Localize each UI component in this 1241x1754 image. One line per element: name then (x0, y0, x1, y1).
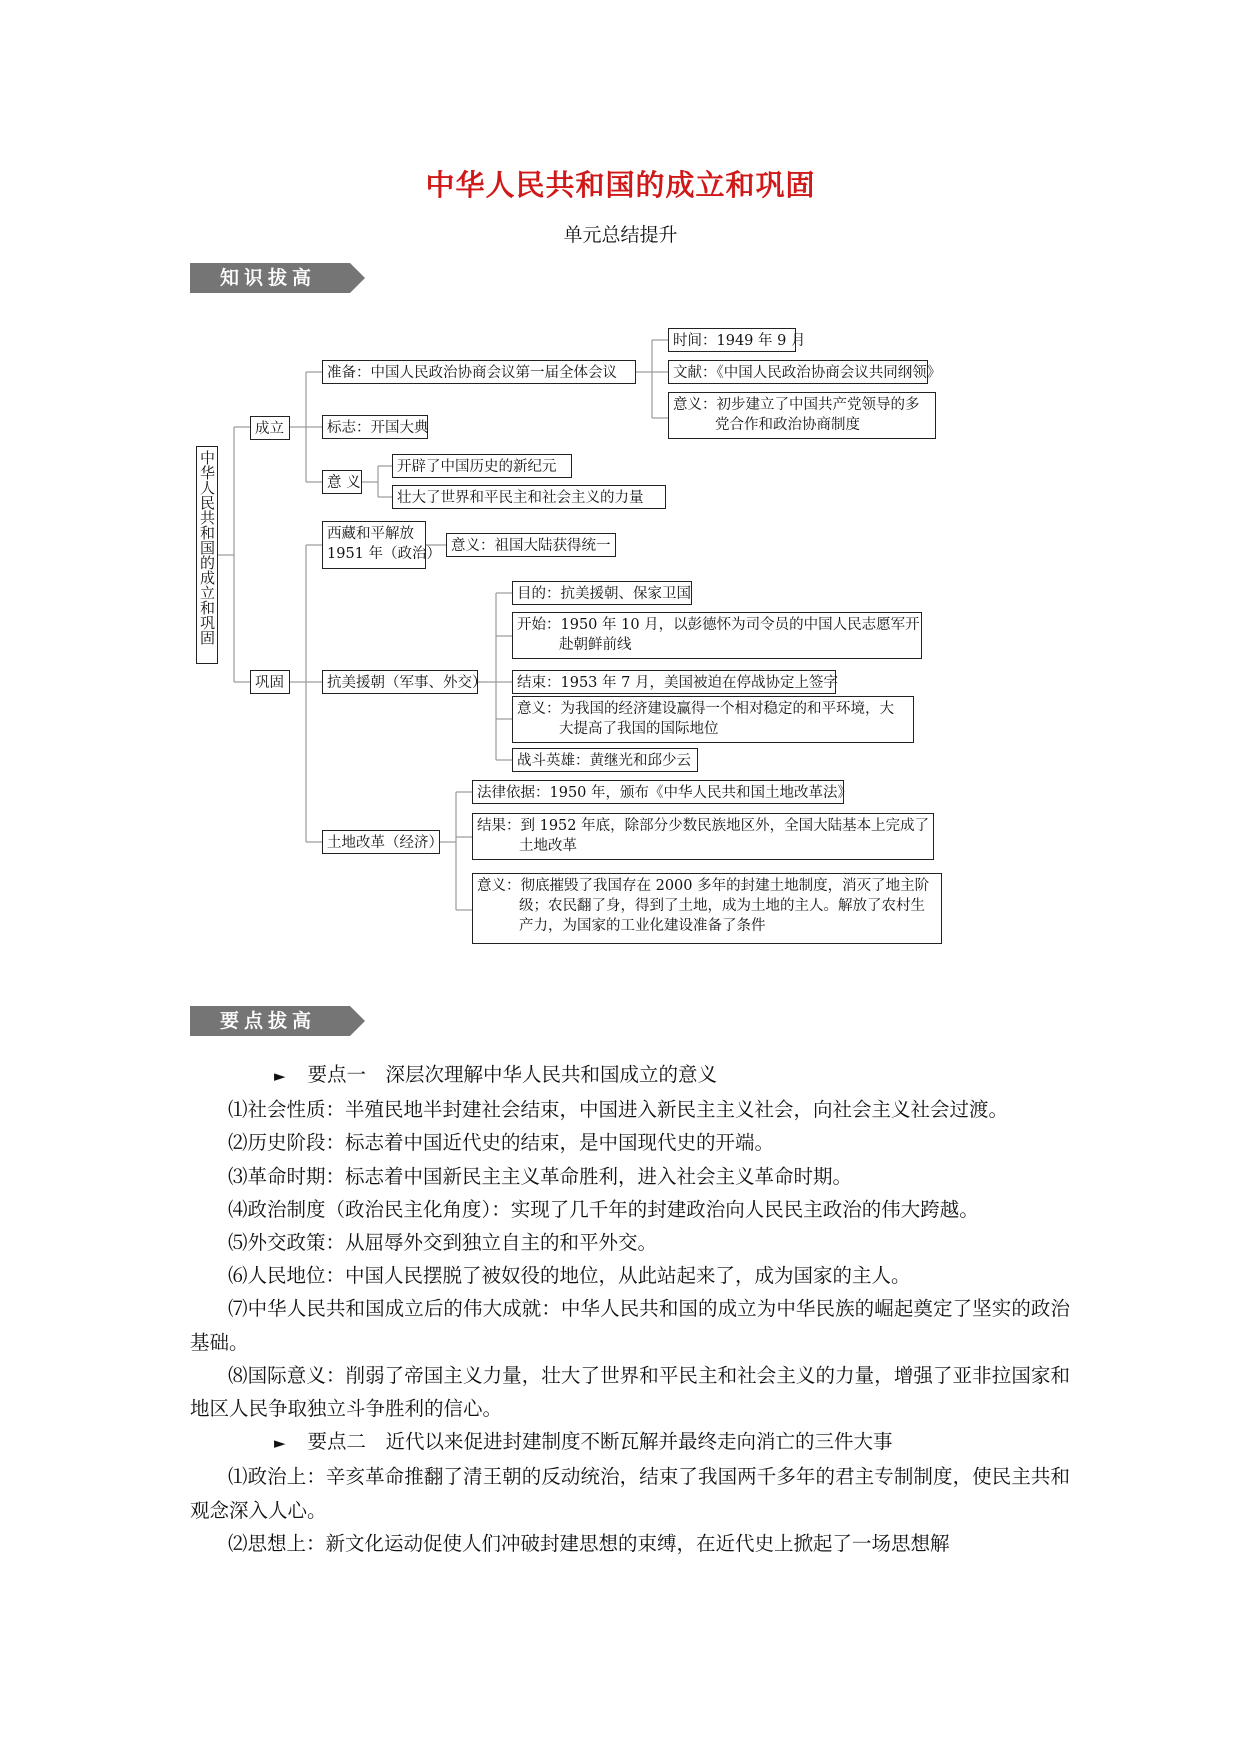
page-title: 中华人民共和国的成立和巩固 (425, 168, 816, 202)
banner-label-knowledge: 知识拔高 (220, 267, 317, 289)
keypoint-heading-1-text: 要点一 深层次理解中华人民共和国成立的意义 (307, 1063, 718, 1086)
node-document: 文献：《中国人民政治协商会议共同纲领》 (668, 360, 928, 384)
node-meaning-2: 壮大了世界和平民主和社会主义的力量 (392, 485, 666, 509)
keypoint-paragraph: ⑴政治上：辛亥革命推翻了清王朝的反动统治，结束了我国两千多年的君主专制制度，使民主共和观念深入人心。 (190, 1465, 1070, 1522)
keypoint-paragraph: ⑴社会性质：半殖民地半封建社会结束，中国进入新民主主义社会，向社会主义社会过渡。 (228, 1098, 1009, 1122)
keypoint-heading-2-text: 要点二 近代以来促进封建制度不断瓦解并最终走向消亡的三件大事 (307, 1430, 893, 1454)
node-korea-end: 结束：1953 年 7 月，美国被迫在停战协定上签字 (512, 670, 836, 694)
triangle-marker-icon: ► (274, 1434, 286, 1453)
node-founding: 成立 (250, 416, 290, 440)
node-land-result (472, 813, 934, 860)
land-sig-line3: 产力，为国家的工业化建设准备了条件 (519, 918, 766, 934)
node-korea-heroes: 战斗英雄：黄继光和邱少云 (512, 748, 698, 772)
land-result-line2: 土地改革 (519, 838, 577, 854)
korea-sig-line2: 大提高了我国的国际地位 (559, 721, 719, 737)
tibet-line1: 西藏和平解放 (327, 526, 414, 542)
node-time: 时间：1949 年 9 月 (668, 328, 796, 352)
node-meaning-1: 开辟了中国历史的新纪元 (392, 454, 572, 478)
keypoint-paragraph: ⑵历史阶段：标志着中国近代史的结束，是中国现代史的开端。 (228, 1131, 775, 1155)
node-tibet (322, 521, 442, 569)
keypoint-paragraph: ⑸外交政策：从屈辱外交到独立自主的和平外交。 (228, 1231, 658, 1255)
korea-sig-line1: 意义：为我国的经济建设赢得一个相对稳定的和平环境，大 (517, 701, 894, 717)
node-tibet-significance: 意义：祖国大陆获得统一 (446, 533, 616, 557)
land-sig-line2: 级；农民翻了身，得到了土地，成为土地的主人。解放了农村生 (519, 898, 925, 914)
banner-label-keypoints: 要点拔高 (220, 1010, 317, 1032)
keypoint-paragraph: ⑶革命时期：标志着中国新民主主义革命胜利，进入社会主义革命时期。 (228, 1164, 853, 1188)
mindmap-root (196, 446, 218, 664)
land-result-line1: 结果：到 1952 年底，除部分少数民族地区外，全国大陆基本上完成了 (477, 818, 930, 834)
mindmap-root-text: 中华人民共和国的成立和巩固 (198, 450, 216, 645)
land-sig-line1: 意义：彻底摧毁了我国存在 2000 多年的封建土地制度，消灭了地主阶 (477, 878, 930, 894)
node-land-law: 法律依据：1950 年，颁布《中华人民共和国土地改革法》 (472, 780, 844, 804)
section-banner-keypoints (190, 1006, 365, 1036)
node-preparation: 准备：中国人民政治协商会议第一届全体会议 (322, 360, 636, 384)
prep-sig-line2: 党合作和政治协商制度 (715, 417, 860, 433)
keypoint-paragraph: ⑻国际意义：削弱了帝国主义力量，壮大了世界和平民主和社会主义的力量，增强了亚非拉国家和地区人民争取独立斗争胜利的信心。 (190, 1363, 1070, 1421)
keypoint-heading-1 (190, 1058, 1070, 1093)
node-land-significance (472, 873, 942, 944)
prep-sig-line1: 意义：初步建立了中国共产党领导的多 (673, 397, 920, 413)
korea-start-line1: 开始：1950 年 10 月，以彭德怀为司令员的中国人民志愿军开 (517, 617, 920, 633)
page-subtitle: 单元总结提升 (563, 224, 678, 246)
keypoint-paragraph: ⑹人民地位：中国人民摆脱了被奴役的地位，从此站起来了，成为国家的主人。 (228, 1264, 911, 1288)
keypoints-body (190, 1058, 1070, 1560)
keypoint-paragraph: ⑺中华人民共和国成立后的伟大成就：中华人民共和国的成立为中华民族的崛起奠定了坚实的政治基础。 (190, 1297, 1070, 1354)
node-mark: 标志：开国大典 (322, 415, 428, 439)
node-korea: 抗美援朝（军事、外交） (322, 670, 478, 694)
korea-start-line2: 赴朝鲜前线 (559, 637, 632, 653)
keypoint-heading-2 (190, 1425, 1070, 1460)
node-korea-goal: 目的：抗美援朝、保家卫国 (512, 581, 692, 605)
node-consolidation: 巩固 (250, 670, 290, 694)
keypoint-paragraph: ⑷政治制度（政治民主化角度）：实现了几千年的封建政治向人民民主政治的伟大跨越。 (228, 1197, 979, 1221)
tibet-line2: 1951 年（政治） (327, 546, 442, 562)
node-prep-significance (668, 392, 936, 439)
keypoint-paragraph: ⑵思想上：新文化运动促使人们冲破封建思想的束缚，在近代史上掀起了一场思想解 (228, 1531, 950, 1555)
node-land-reform: 土地改革（经济） (322, 830, 440, 854)
node-korea-significance (512, 696, 914, 743)
triangle-marker-icon: ► (274, 1067, 286, 1085)
node-meaning: 意 义 (322, 470, 362, 494)
node-korea-start (512, 612, 922, 659)
